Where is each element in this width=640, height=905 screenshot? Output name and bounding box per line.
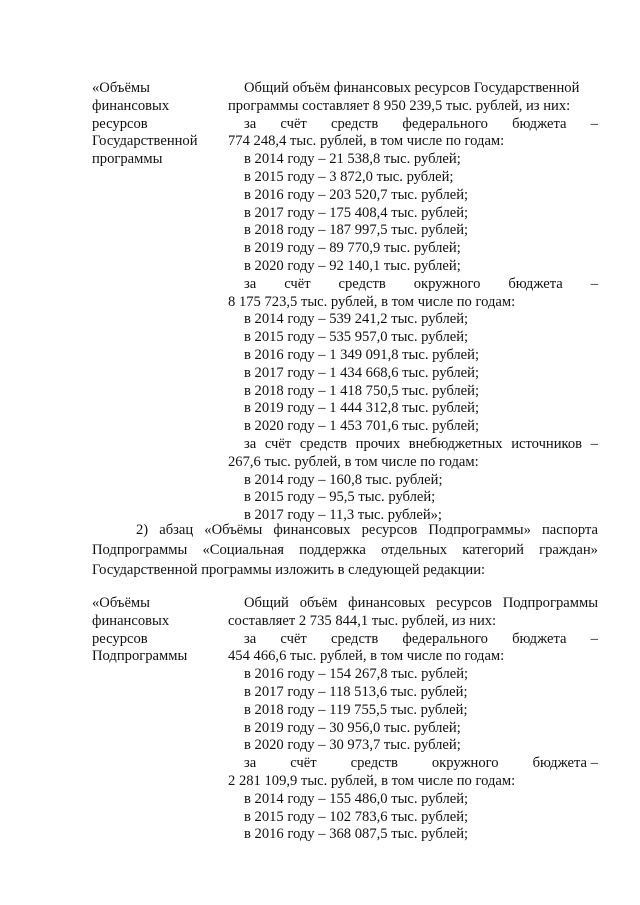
- paragraph-2: [92, 520, 598, 580]
- block1-other-word: внебюджетных: [408, 435, 503, 452]
- block1-federal-word: средств: [330, 115, 379, 132]
- block2-label-line: ресурсов: [92, 630, 148, 647]
- block2-total-word: объём: [299, 595, 338, 611]
- paragraph-2-line1-word: паспорта: [541, 522, 598, 538]
- block2-federal-line2: 454 466,6 тыс. рублей, в том числе по годам:: [228, 648, 505, 665]
- block1-federal-years: [228, 151, 598, 276]
- block2-district-line2: 2 281 109,9 тыс. рублей, в том числе по годам:: [228, 772, 516, 789]
- year-line: в 2014 году – 160,8 тыс. рублей;: [244, 471, 443, 488]
- block2-label: [92, 595, 216, 666]
- paragraph-2-line1-word: 2): [136, 522, 149, 538]
- block2-federal-word: средств: [330, 630, 379, 647]
- block2-total-line2: составляет 2 735 844,1 тыс. рублей, из них:: [228, 612, 497, 629]
- paragraph-2-line2-word: отдельных: [381, 542, 448, 558]
- block2-label-line: Подпрограммы: [92, 648, 188, 665]
- block1-district-years: [228, 311, 598, 436]
- year-line: в 2016 году – 1 349 091,8 тыс. рублей;: [244, 346, 480, 363]
- block2-federal-word: счёт: [280, 630, 307, 647]
- block1-federal-line2: 774 248,4 тыс. рублей, в том числе по годам:: [228, 133, 505, 150]
- year-line: в 2018 году – 1 418 750,5 тыс. рублей;: [244, 382, 480, 399]
- block2-federal-word: за: [244, 630, 257, 647]
- block1-district-word: окружного: [413, 275, 481, 292]
- paragraph-2-line1-word: «Объёмы: [204, 522, 263, 538]
- year-line: в 2018 году – 187 997,5 тыс. рублей;: [244, 222, 469, 239]
- block2-total-word: ресурсов: [436, 595, 492, 611]
- block1-other-word: за: [244, 435, 257, 452]
- block2-district-word: счёт: [290, 755, 317, 772]
- year-line: в 2014 году – 539 241,2 тыс. рублей;: [244, 311, 469, 328]
- block2-federal-years: [228, 666, 598, 755]
- paragraph-2-line2-word: «Социальная: [202, 542, 284, 558]
- year-line: в 2014 году – 21 538,8 тыс. рублей;: [244, 151, 461, 168]
- block1-label-line: «Объёмы: [92, 80, 150, 96]
- block1-district-word: бюджета: [508, 275, 563, 292]
- block1-other-years: [228, 472, 598, 525]
- block2-district-word: средств: [350, 755, 398, 772]
- block1-district-word: счёт: [284, 275, 311, 292]
- block1-other-line1: [228, 436, 598, 454]
- year-line: в 2014 году – 155 486,0 тыс. рублей;: [244, 790, 469, 807]
- block1-label-line: ресурсов: [92, 115, 148, 132]
- block1-total-line2: программы составляет 8 950 239,5 тыс. рублей, из них:: [228, 97, 571, 114]
- paragraph-2-line1-word: ресурсов: [361, 522, 418, 538]
- block2-federal-word: –: [590, 630, 598, 647]
- block1-federal-word: бюджета: [512, 115, 567, 132]
- year-line: в 2015 году – 95,5 тыс. рублей;: [244, 489, 436, 506]
- year-line: в 2017 году – 175 408,4 тыс. рублей;: [244, 204, 469, 221]
- block1-federal-word: за: [244, 115, 257, 132]
- block2-district-years: [228, 791, 598, 844]
- block2-federal-line1: [228, 631, 598, 649]
- year-line: в 2017 году – 1 434 668,6 тыс. рублей;: [244, 364, 480, 381]
- block2-total-line1: [228, 595, 598, 613]
- block1-other-word: прочих: [355, 435, 401, 452]
- year-line: в 2016 году – 203 520,7 тыс. рублей;: [244, 186, 469, 203]
- block2-district-line1: [228, 755, 598, 773]
- block2-district-word: окружного: [431, 755, 499, 772]
- year-line: в 2015 году – 102 783,6 тыс. рублей;: [244, 808, 469, 825]
- paragraph-2-line3: Государственной программы изложить в следующей редакции:: [92, 562, 486, 578]
- year-line: в 2015 году – 535 957,0 тыс. рублей;: [244, 329, 469, 346]
- paragraph-2-line2-word: Подпрограммы: [92, 542, 188, 558]
- block2-content: [228, 595, 598, 844]
- year-line: в 2020 году – 92 140,1 тыс. рублей;: [244, 257, 461, 274]
- block2-district-word: бюджета –: [532, 755, 598, 772]
- year-line: в 2017 году – 118 513,6 тыс. рублей;: [244, 683, 468, 700]
- year-line: в 2019 году – 30 956,0 тыс. рублей;: [244, 719, 461, 736]
- block2-federal-word: бюджета: [512, 630, 567, 647]
- block1-district-word: за: [244, 275, 257, 292]
- block1-federal-word: счёт: [280, 115, 307, 132]
- block1-other-word: средств: [299, 435, 348, 452]
- block2-label-line: финансовых: [92, 612, 170, 629]
- block1-district-line1: [228, 276, 598, 294]
- year-line: в 2016 году – 368 087,5 тыс. рублей;: [244, 826, 469, 843]
- year-line: в 2018 году – 119 755,5 тыс. рублей;: [244, 701, 468, 718]
- paragraph-2-line2-word: граждан»: [539, 542, 598, 558]
- year-line: в 2015 году – 3 872,0 тыс. рублей;: [244, 168, 454, 185]
- block1-label: [92, 80, 216, 169]
- paragraph-2-line1-word: финансовых: [273, 522, 351, 538]
- year-line: в 2016 году – 154 267,8 тыс. рублей;: [244, 666, 469, 683]
- year-line: в 2019 году – 89 770,9 тыс. рублей;: [244, 240, 461, 257]
- block1-label-line: программы: [92, 151, 163, 168]
- block1-other-line2: 267,6 тыс. рублей, в том числе по годам:: [228, 453, 479, 470]
- block1-total-line1: Общий объём финансовых ресурсов Государственной: [244, 80, 580, 96]
- block1-district-word: –: [590, 275, 598, 292]
- block1-label-line: Государственной: [92, 133, 198, 150]
- paragraph-2-line1-word: Подпрограммы»: [428, 522, 531, 538]
- year-line: в 2019 году – 1 444 312,8 тыс. рублей;: [244, 400, 480, 417]
- block2-total-word: финансовых: [348, 595, 426, 611]
- paragraph-2-line2-word: категорий: [462, 542, 524, 558]
- block1-other-word: источников: [511, 435, 583, 452]
- block1-label-line: финансовых: [92, 97, 170, 114]
- block1-other-word: –: [590, 435, 598, 452]
- block1-federal-line1: [228, 116, 598, 134]
- year-line: в 2020 году – 30 973,7 тыс. рублей;: [244, 737, 461, 754]
- block1-district-line2: 8 175 723,5 тыс. рублей, в том числе по годам:: [228, 293, 516, 310]
- block2-district-word: за: [244, 755, 257, 772]
- paragraph-2-line2-word: поддержка: [299, 542, 366, 558]
- block1-content: [228, 80, 598, 525]
- block1-federal-word: федерального: [402, 115, 488, 132]
- block2-total-word: Общий: [244, 595, 289, 611]
- block1-district-word: средств: [338, 275, 386, 292]
- year-line: в 2017 году – 11,3 тыс. рублей»;: [244, 507, 442, 524]
- block2-total-word: Подпрограммы: [502, 595, 598, 611]
- block2-federal-word: федерального: [402, 630, 488, 647]
- paragraph-2-line2: [92, 540, 598, 560]
- block1-federal-word: –: [590, 115, 598, 132]
- block1-other-word: счёт: [264, 435, 292, 452]
- year-line: в 2020 году – 1 453 701,6 тыс. рублей;: [244, 418, 480, 435]
- paragraph-2-line1: [92, 520, 598, 540]
- paragraph-2-line1-word: абзац: [159, 522, 194, 538]
- block2-label-line: «Объёмы: [92, 595, 150, 611]
